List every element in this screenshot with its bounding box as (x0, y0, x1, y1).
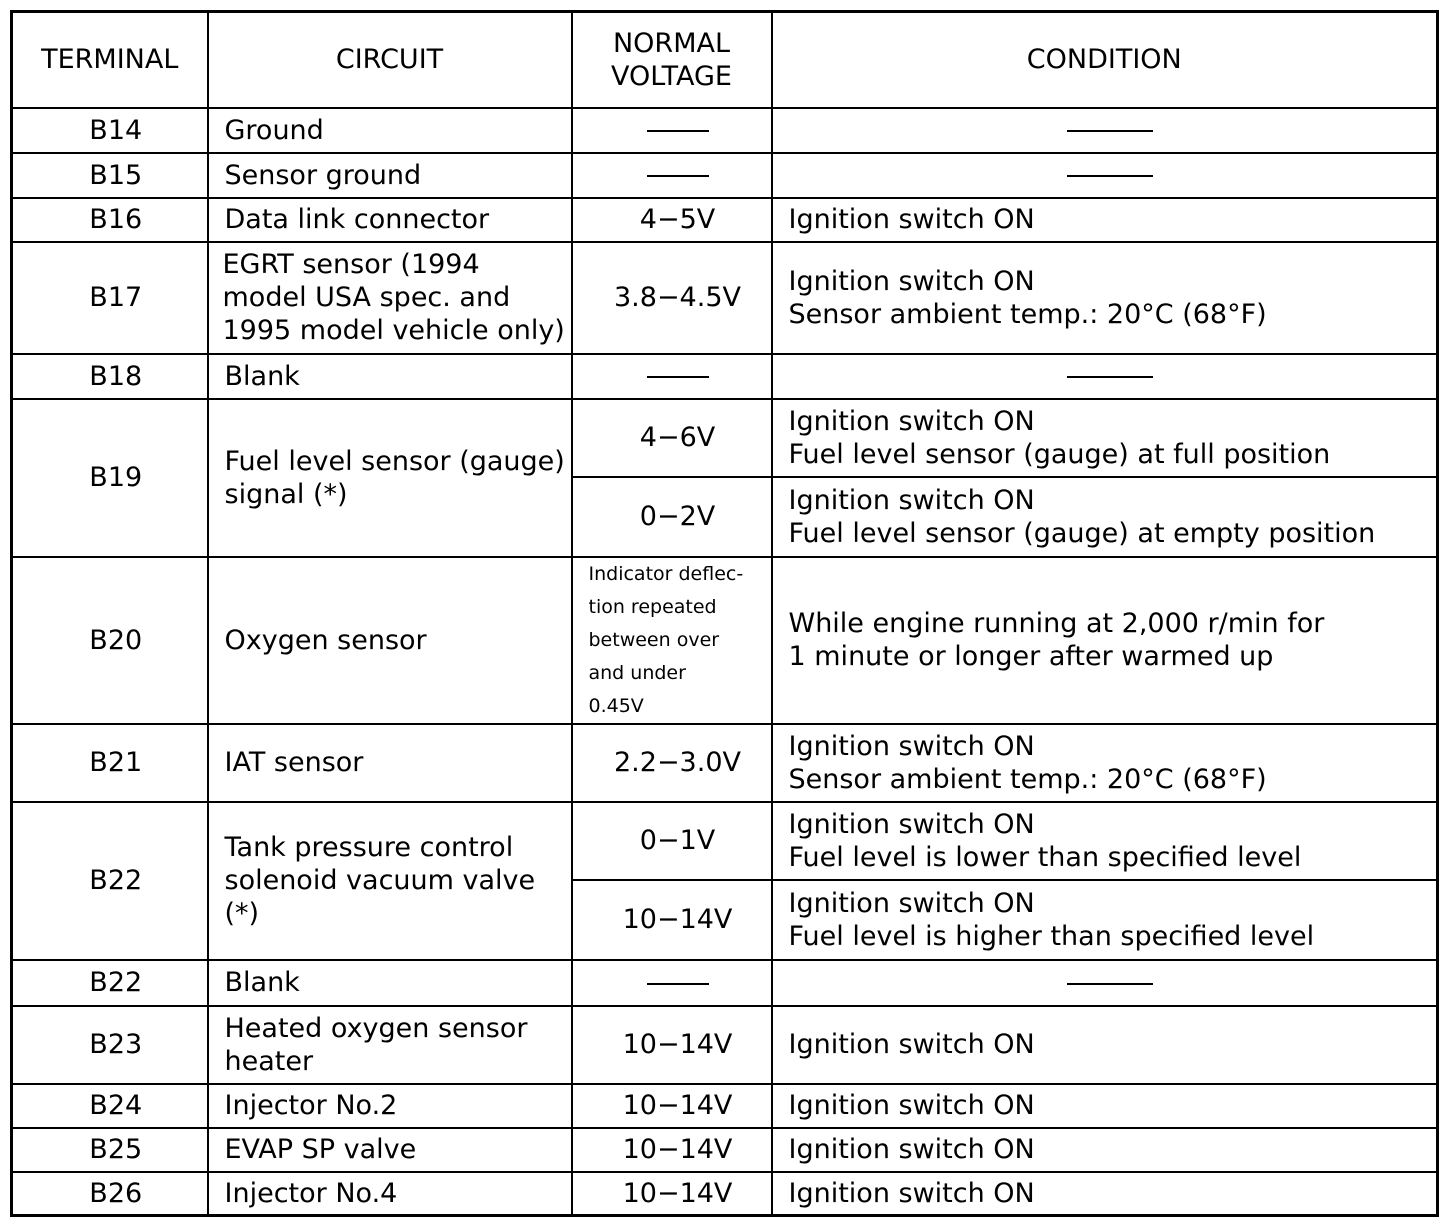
condition-line: Fuel level is lower than specified level (788, 841, 1302, 873)
dash-mark (647, 130, 709, 132)
terminal-cell: B22 (12, 802, 208, 960)
circuit-line: 1995 model vehicle only) (222, 315, 565, 346)
circuit-cell: Oxygen sensor (208, 557, 572, 724)
terminal-cell: B18 (12, 354, 208, 399)
condition-cell (772, 242, 1438, 354)
table-header-row (12, 12, 1438, 108)
circuit-cell: Ground (208, 108, 572, 153)
terminal-cell: B24 (12, 1084, 208, 1128)
table-row (12, 1084, 1438, 1128)
circuit-line: solenoid vacuum valve (224, 865, 536, 896)
dash-mark (1067, 130, 1153, 132)
condition-cell: Ignition switch ON (772, 1128, 1438, 1172)
circuit-cell: EVAP SP valve (208, 1128, 572, 1172)
table-row (12, 802, 1438, 880)
terminal-cell: B23 (12, 1006, 208, 1084)
table-row (12, 153, 1438, 198)
table-row (12, 108, 1438, 153)
condition-cell (772, 880, 1438, 960)
condition-cell: Ignition switch ON (772, 1006, 1438, 1084)
table-row (12, 1172, 1438, 1216)
condition-cell (772, 557, 1438, 724)
circuit-cell (208, 802, 572, 960)
condition-line: Fuel level is higher than specified level (788, 920, 1315, 952)
table-row (12, 1128, 1438, 1172)
table-row (12, 1006, 1438, 1084)
voltage-cell-dash (572, 108, 772, 153)
condition-line: Ignition switch ON (788, 405, 1035, 437)
voltage-cell-note (572, 557, 772, 724)
table-row (12, 242, 1438, 354)
condition-line: Ignition switch ON (788, 887, 1035, 919)
circuit-line: model USA spec. and (222, 282, 511, 313)
condition-line: Ignition switch ON (788, 484, 1035, 516)
circuit-line: signal (*) (224, 478, 348, 510)
voltage-cell: 4−6V (572, 399, 772, 477)
circuit-line: heater (224, 1045, 314, 1077)
voltage-note-line: between over (588, 628, 720, 651)
table-row (12, 557, 1438, 724)
condition-cell: Ignition switch ON (772, 198, 1438, 242)
voltage-note-line: 0.45V (588, 694, 644, 717)
voltage-cell: 10−14V (572, 1128, 772, 1172)
condition-line: Ignition switch ON (788, 265, 1035, 297)
table-row (12, 960, 1438, 1006)
condition-cell (772, 802, 1438, 880)
circuit-cell: Data link connector (208, 198, 572, 242)
terminal-cell: B14 (12, 108, 208, 153)
terminal-cell: B16 (12, 198, 208, 242)
voltage-cell: 10−14V (572, 1006, 772, 1084)
table-row (12, 198, 1438, 242)
dash-mark (1067, 983, 1153, 985)
condition-cell-dash (772, 153, 1438, 198)
circuit-line: EGRT sensor (1994 (222, 249, 480, 280)
circuit-cell: Injector No.2 (208, 1084, 572, 1128)
voltage-cell-dash (572, 354, 772, 399)
circuit-cell: IAT sensor (208, 724, 572, 802)
condition-cell-dash (772, 960, 1438, 1006)
terminal-cell: B21 (12, 724, 208, 802)
condition-line: Sensor ambient temp.: 20°C (68°F) (788, 298, 1267, 330)
condition-line: Fuel level sensor (gauge) at empty position (788, 517, 1376, 549)
circuit-line: Fuel level sensor (gauge) (224, 445, 565, 477)
dash-mark (647, 376, 709, 378)
header-circuit: CIRCUIT (208, 12, 572, 108)
circuit-cell (208, 242, 572, 354)
condition-cell: Ignition switch ON (772, 1084, 1438, 1128)
voltage-note-line: and under (588, 661, 686, 684)
condition-cell-dash (772, 108, 1438, 153)
condition-cell: Ignition switch ON (772, 1172, 1438, 1216)
condition-cell (772, 724, 1438, 802)
condition-cell-dash (772, 354, 1438, 399)
circuit-cell: Injector No.4 (208, 1172, 572, 1216)
voltage-note-line: tion repeated (588, 595, 717, 618)
voltage-cell: 2.2−3.0V (572, 724, 772, 802)
condition-line: While engine running at 2,000 r/min for (788, 608, 1325, 639)
dash-mark (1067, 175, 1153, 177)
terminal-cell: B19 (12, 399, 208, 557)
voltage-cell: 10−14V (572, 1084, 772, 1128)
condition-line: Ignition switch ON (788, 808, 1035, 840)
terminal-cell: B17 (12, 242, 208, 354)
header-voltage-line-2: VOLTAGE (611, 60, 732, 92)
voltage-note-line: Indicator deflec- (588, 562, 744, 585)
terminal-cell: B25 (12, 1128, 208, 1172)
voltage-cell: 0−2V (572, 477, 772, 557)
table-row (12, 354, 1438, 399)
voltage-cell: 10−14V (572, 880, 772, 960)
circuit-cell: Blank (208, 354, 572, 399)
header-terminal: TERMINAL (12, 12, 208, 108)
voltage-cell: 3.8−4.5V (572, 242, 772, 354)
circuit-line: Heated oxygen sensor (224, 1012, 528, 1044)
table-row (12, 724, 1438, 802)
header-condition: CONDITION (772, 12, 1438, 108)
circuit-line: Tank pressure control (224, 832, 514, 863)
condition-line: Sensor ambient temp.: 20°C (68°F) (788, 763, 1267, 795)
header-normal-voltage (572, 12, 772, 108)
voltage-cell-dash (572, 960, 772, 1006)
circuit-cell (208, 399, 572, 557)
terminal-cell: B26 (12, 1172, 208, 1216)
terminal-cell: B15 (12, 153, 208, 198)
voltage-cell: 0−1V (572, 802, 772, 880)
dash-mark (647, 983, 709, 985)
dash-mark (647, 175, 709, 177)
header-voltage-line-1: NORMAL (612, 27, 731, 59)
condition-cell (772, 477, 1438, 557)
terminal-cell: B20 (12, 557, 208, 724)
circuit-line: (*) (224, 898, 260, 929)
table-row (12, 399, 1438, 477)
dash-mark (1067, 376, 1153, 378)
voltage-cell: 10−14V (572, 1172, 772, 1216)
condition-line: Ignition switch ON (788, 730, 1035, 762)
condition-line: Fuel level sensor (gauge) at full position (788, 438, 1331, 470)
circuit-cell: Blank (208, 960, 572, 1006)
voltage-cell: 4−5V (572, 198, 772, 242)
circuit-cell: Sensor ground (208, 153, 572, 198)
condition-line: 1 minute or longer after warmed up (788, 641, 1274, 672)
condition-cell (772, 399, 1438, 477)
circuit-cell (208, 1006, 572, 1084)
terminal-voltage-table (10, 10, 1439, 1217)
terminal-cell: B22 (12, 960, 208, 1006)
voltage-cell-dash (572, 153, 772, 198)
